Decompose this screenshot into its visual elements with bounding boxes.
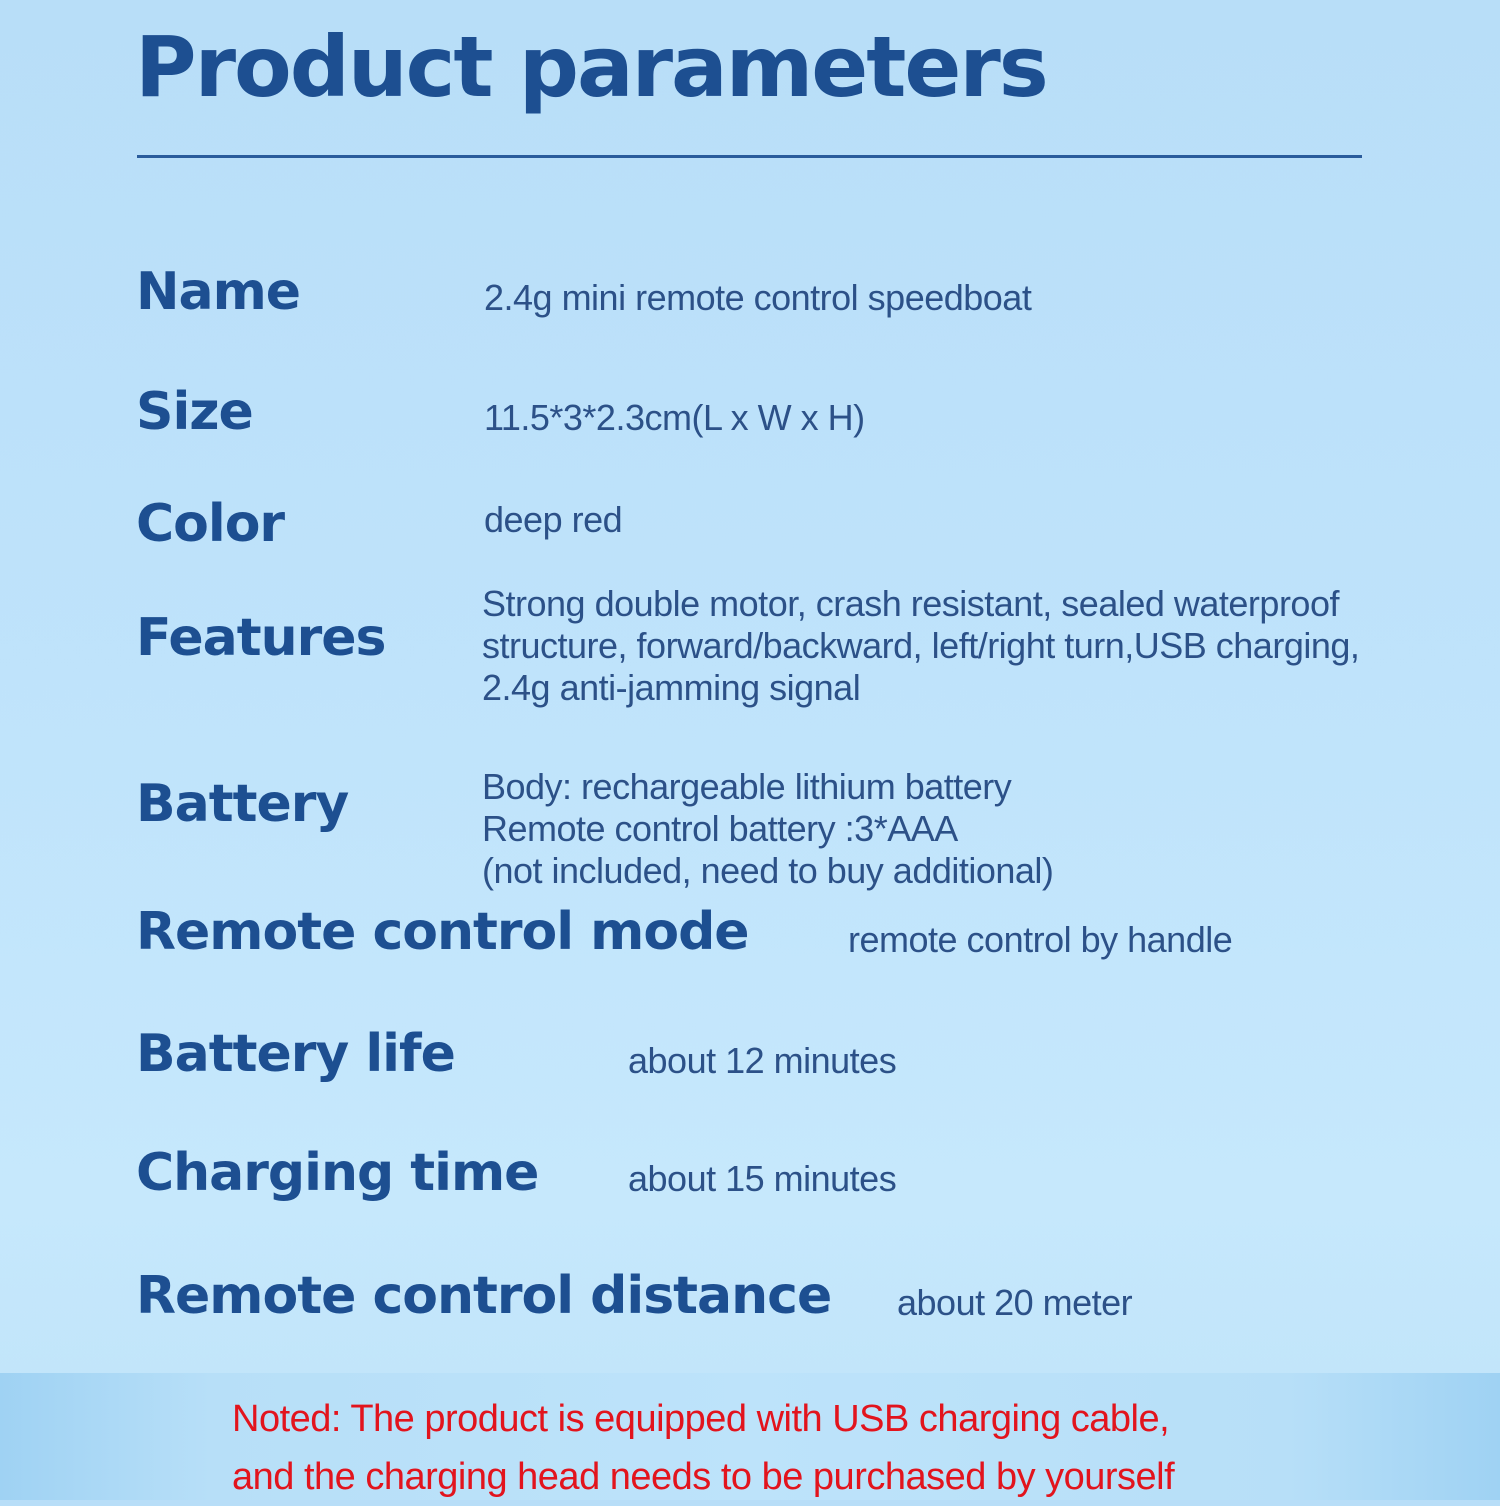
param-label-remote-mode: Remote control mode (136, 902, 749, 962)
battery-line: Remote control battery :3*AAA (482, 808, 958, 849)
param-value-remote-mode: remote control by handle (848, 919, 1233, 960)
param-label-charging-time: Charging time (136, 1143, 539, 1203)
param-value-size: 11.5*3*2.3cm(L x W x H) (484, 397, 865, 438)
battery-line: (not included, need to buy additional) (482, 850, 1054, 891)
param-label-features: Features (136, 608, 386, 668)
title-divider (137, 155, 1362, 158)
param-value-name: 2.4g mini remote control speedboat (484, 277, 1032, 318)
param-label-size: Size (136, 382, 253, 442)
features-line: Strong double motor, crash resistant, sealed waterproof (482, 583, 1339, 624)
charging-note (232, 1390, 1174, 1506)
param-label-color: Color (136, 494, 285, 554)
param-label-battery-life: Battery life (136, 1024, 455, 1084)
features-line: structure, forward/backward, left/right turn,USB charging, (482, 625, 1360, 666)
param-label-name: Name (136, 262, 301, 322)
param-value-features (482, 583, 1359, 709)
param-value-color: deep red (484, 499, 623, 540)
note-line: Noted: The product is equipped with USB charging cable, (232, 1398, 1170, 1440)
param-value-remote-distance: about 20 meter (897, 1282, 1133, 1323)
param-value-battery-life: about 12 minutes (628, 1040, 897, 1081)
note-line: and the charging head needs to be purchased by yourself (232, 1456, 1175, 1498)
param-value-charging-time: about 15 minutes (628, 1158, 897, 1199)
battery-line: Body: rechargeable lithium battery (482, 766, 1012, 807)
param-value-battery (482, 766, 1053, 892)
param-label-remote-distance: Remote control distance (136, 1266, 832, 1326)
param-label-battery: Battery (136, 774, 349, 834)
features-line: 2.4g anti-jamming signal (482, 667, 861, 708)
page-title: Product parameters (135, 18, 1047, 116)
